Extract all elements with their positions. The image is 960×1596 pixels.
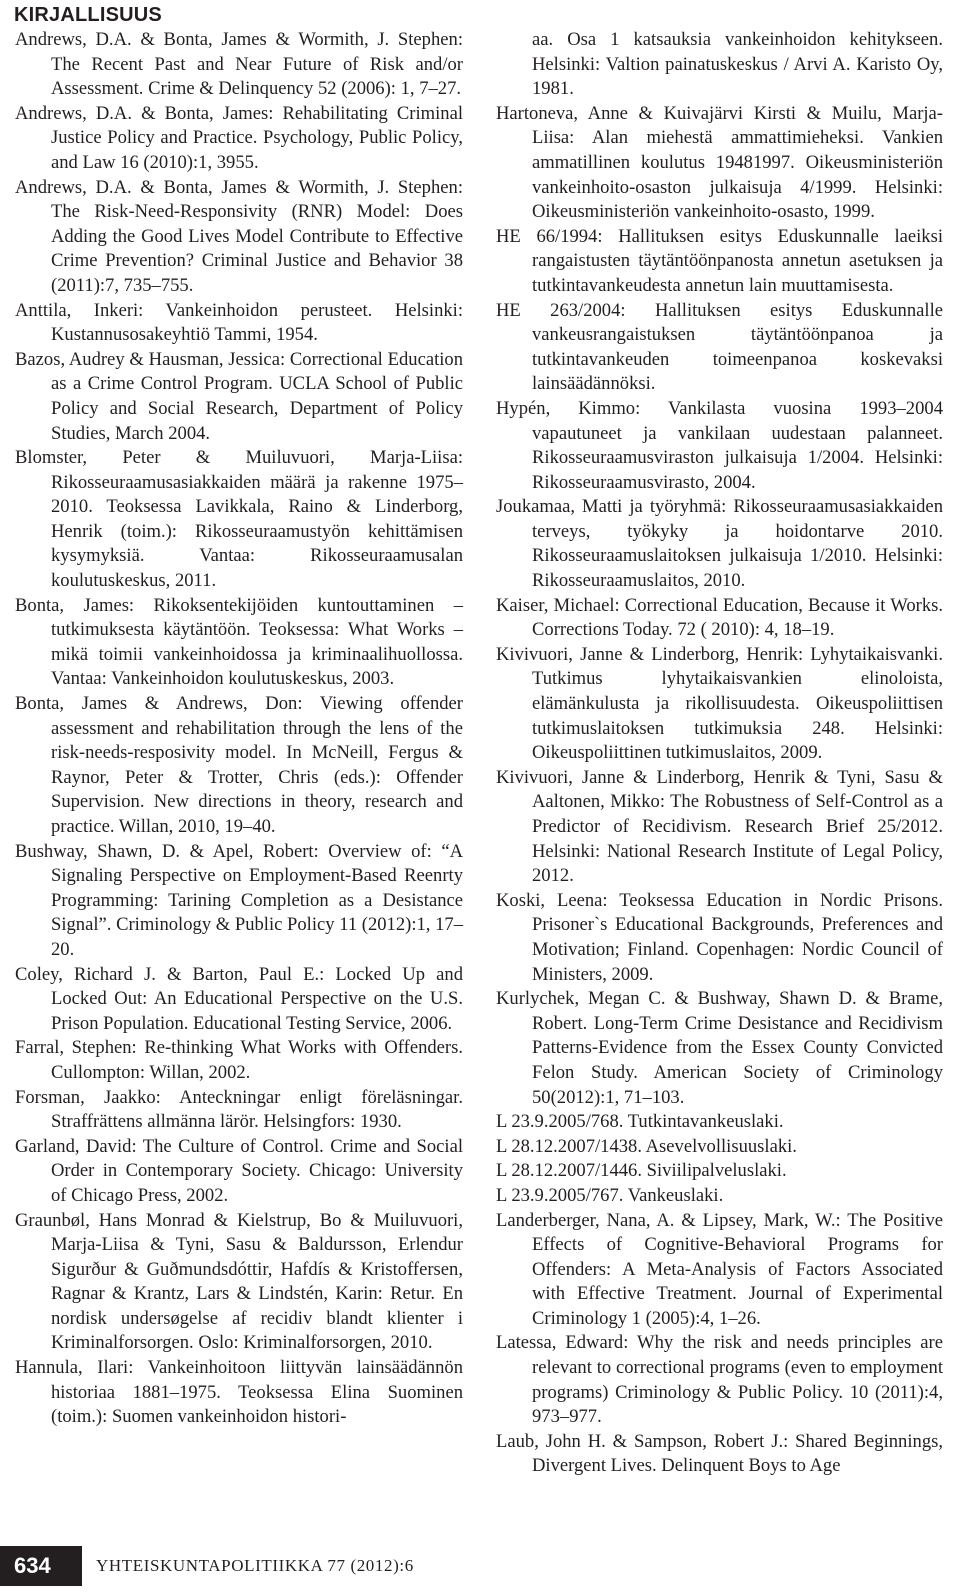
reference-entry: Kaiser, Michael: Correctional Education, Because it Works. Corrections Today. 72 ( 2010): 4, 18–19.: [496, 594, 943, 641]
reference-entry: Kurlychek, Megan C. & Bushway, Shawn D. & Brame, Robert. Long-Term Crime Desistance and Recidivism Patterns-Evidence from the Essex County Convicted Felon Study. American Society of Criminology 50(2012):1, 71–103.: [496, 988, 943, 1108]
reference-entry: Landerberger, Nana, A. & Lipsey, Mark, W.: The Positive Effects of Cognitive-Behavioral Programs for Offenders: A Meta-Analysis of Factors Associated with Effective Treatment. Journal of Experimental Criminology 1 (2005):4, 1–26.: [496, 1209, 943, 1329]
reference-entry: L 23.9.2005/768. Tutkintavankeuslaki.: [496, 1111, 784, 1133]
reference-entry: Coley, Richard J. & Barton, Paul E.: Locked Up and Locked Out: An Educational Perspective on the U.S. Prison Population. Educational Testing Service, 2006.: [15, 963, 463, 1034]
reference-entry: Farral, Stephen: Re-thinking What Works with Offenders. Cullompton: Willan, 2002.: [15, 1037, 463, 1083]
reference-entry: Bazos, Audrey & Hausman, Jessica: Correctional Education as a Crime Control Program. UCLA School of Public Policy and Social Research, Department of Policy Studies, March 2004.: [15, 348, 463, 444]
reference-entry: Graunbøl, Hans Monrad & Kielstrup, Bo & Muiluvuori, Marja-Liisa & Tyni, Sasu & Baldursson, Erlendur Sigurður & Guðmundsdóttir, Hafdís & Kristoffersen, Ragnar & Krantz, Lars & Lindstén, Karin: Retur. En nordisk undersøgelse af recidiv blandt klienter i Kriminalforsorgen. Oslo: Kriminalforsorgen, 2010.: [15, 1209, 463, 1354]
journal-title: YHTEISKUNTAPOLITIIKKA 77 (2012):6: [96, 1556, 414, 1575]
reference-entry: HE 66/1994: Hallituksen esitys Eduskunnalle laeiksi rangaistusten täytäntöönpanosta annetun asetuksen ja tutkintavankeudesta annetun lain muuttamisesta.: [496, 225, 943, 296]
reference-entry-continued: aa. Osa 1 katsauksia vankeinhoidon kehitykseen. Helsinki: Valtion painatuskeskus / Arvi A. Karisto Oy, 1981.: [532, 29, 943, 100]
reference-entry: Andrews, D.A. & Bonta, James & Wormith, J. Stephen: The Risk-Need-Responsivity (RNR) Model: Does Adding the Good Lives Model Contribute to Effective Crime Prevention? Criminal Justice and Behavior 38 (2011):7, 735–755.: [15, 176, 463, 296]
reference-entry: Latessa, Edward: Why the risk and needs principles are relevant to correctional programs (even to employment programs) Criminology & Public Policy. 10 (2011):4, 973–977.: [496, 1332, 943, 1428]
reference-entry: Forsman, Jaakko: Anteckningar enligt föreläsningar. Straffrättens allmänna lärör. Helsingfors: 1930.: [15, 1086, 463, 1133]
reference-entry: Hannula, Ilari: Vankeinhoitoon liittyvän lainsäädännön historiaa 1881–1975. Teoksessa Elina Suominen (toim.): Suomen vankeinhoidon histori-: [15, 1357, 463, 1428]
section-heading: KIRJALLISUUS: [14, 4, 162, 26]
reference-entry: Bonta, James: Rikoksentekijöiden kuntouttaminen – tutkimuksesta käytäntöön. Teoksessa: What Works – mikä toimii vankeinhoidossa ja kriminaalihuollossa. Vantaa: Vankeinhoidon koulutuskeskus, 2003.: [15, 594, 463, 690]
reference-entry: Bushway, Shawn, D. & Apel, Robert: Overview of: “A Signaling Perspective on Employment-Based Reenrty Programming: Tarining Completion as a Desistance Signal”. Criminology & Public Policy 11 (2012):1, 17–20.: [15, 840, 463, 960]
reference-entry: L 23.9.2005/767. Vankeuslaki.: [496, 1184, 724, 1206]
reference-entry: L 28.12.2007/1438. Asevelvollisuuslaki.: [496, 1135, 797, 1157]
right-column: [496, 28, 943, 1479]
reference-entry: Bonta, James & Andrews, Don: Viewing offender assessment and rehabilitation through the lens of the risk-needs-resposivity model. In McNeill, Fergus & Raynor, Peter & Trotter, Chris (eds.): Offender Supervision. New directions in theory, research and practice. Willan, 2010, 19–40.: [15, 693, 463, 837]
reference-entry: Garland, David: The Culture of Control. Crime and Social Order in Contemporary Society. Chicago: University of Chicago Press, 2002.: [15, 1135, 463, 1206]
reference-entry: Andrews, D.A. & Bonta, James & Wormith, J. Stephen: The Recent Past and Near Future of Risk and/or Assessment. Crime & Delinquency 52 (2006): 1, 7–27.: [15, 29, 463, 100]
reference-entry: Andrews, D.A. & Bonta, James: Rehabilitating Criminal Justice Policy and Practice. Psychology, Public Policy, and Law 16 (2010):1, 3955.: [15, 102, 463, 173]
reference-entry: HE 263/2004: Hallituksen esitys Eduskunnalle vankeusrangaistuksen täytäntöönpanoa ja tutkintavankeuden toimeenpanoa koskevaksi lainsäädännöksi.: [496, 299, 943, 395]
page-footer: [0, 1546, 960, 1596]
reference-entry: Laub, John H. & Sampson, Robert J.: Shared Beginnings, Divergent Lives. Delinquent Boys to Age: [496, 1430, 943, 1477]
reference-entry: Hypén, Kimmo: Vankilasta vuosina 1993–2004 vapautuneet ja vankilaan uudestaan palanneet. Rikosseuraamusviraston julkaisuja 1/2004. Helsinki: Rikosseuraamusvirasto, 2004.: [496, 397, 943, 493]
reference-entry: Kivivuori, Janne & Linderborg, Henrik & Tyni, Sasu & Aaltonen, Mikko: The Robustness of Self-Control as a Predictor of Recidivism. Research Brief 25/2012. Helsinki: National Research Institute of Legal Policy, 2012.: [496, 766, 943, 887]
reference-entry: Kivivuori, Janne & Linderborg, Henrik: Lyhytaikaisvanki. Tutkimus lyhytaikaisvankien elinoloista, elämänkulusta ja rikollisuudesta. Oikeuspoliittisen tutkimuslaitoksen tutkimuksia 248. Helsinki: Oikeuspoliittinen tutkimuslaitos, 2009.: [496, 643, 943, 764]
reference-entry: Blomster, Peter & Muiluvuori, Marja-Liisa: Rikosseuraamusasiakkaiden määrä ja rakenne 1975–2010. Teoksessa Lavikkala, Raino & Linderborg, Henrik (toim.): Rikosseuraamustyön kehittämisen kysymyksiä. Vantaa: Rikosseuraamusalan koulutuskeskus, 2011.: [15, 447, 463, 592]
reference-entry: Hartoneva, Anne & Kuivajärvi Kirsti & Muilu, Marja-Liisa: Alan miehestä ammattimieheksi. Vankien ammatillinen koulutus 19481997. Oikeusministeriön vankeinhoito-osaston julkaisuja 4/1999. Helsinki: Oikeusministeriön vankeinhoito-osasto, 1999.: [496, 102, 943, 223]
reference-entry: Anttila, Inkeri: Vankeinhoidon perusteet. Helsinki: Kustannusosakeyhtiö Tammi, 1954.: [15, 299, 463, 346]
page-number: 634: [0, 1546, 82, 1586]
left-column: [15, 28, 463, 1430]
reference-entry: Koski, Leena: Teoksessa Education in Nordic Prisons. Prisoner`s Educational Backgrounds, Preferences and Motivation; Finland. Copenhagen: Nordic Council of Ministers, 2009.: [496, 889, 943, 985]
reference-entry: Joukamaa, Matti ja työryhmä: Rikosseuraamusasiakkaiden terveys, työkyky ja hoidontarve 2010. Rikosseuraamuslaitoksen julkaisuja 1/2010. Helsinki: Rikosseuraamuslaitos, 2010.: [496, 496, 943, 592]
reference-entry: L 28.12.2007/1446. Siviilipalveluslaki.: [496, 1160, 787, 1182]
